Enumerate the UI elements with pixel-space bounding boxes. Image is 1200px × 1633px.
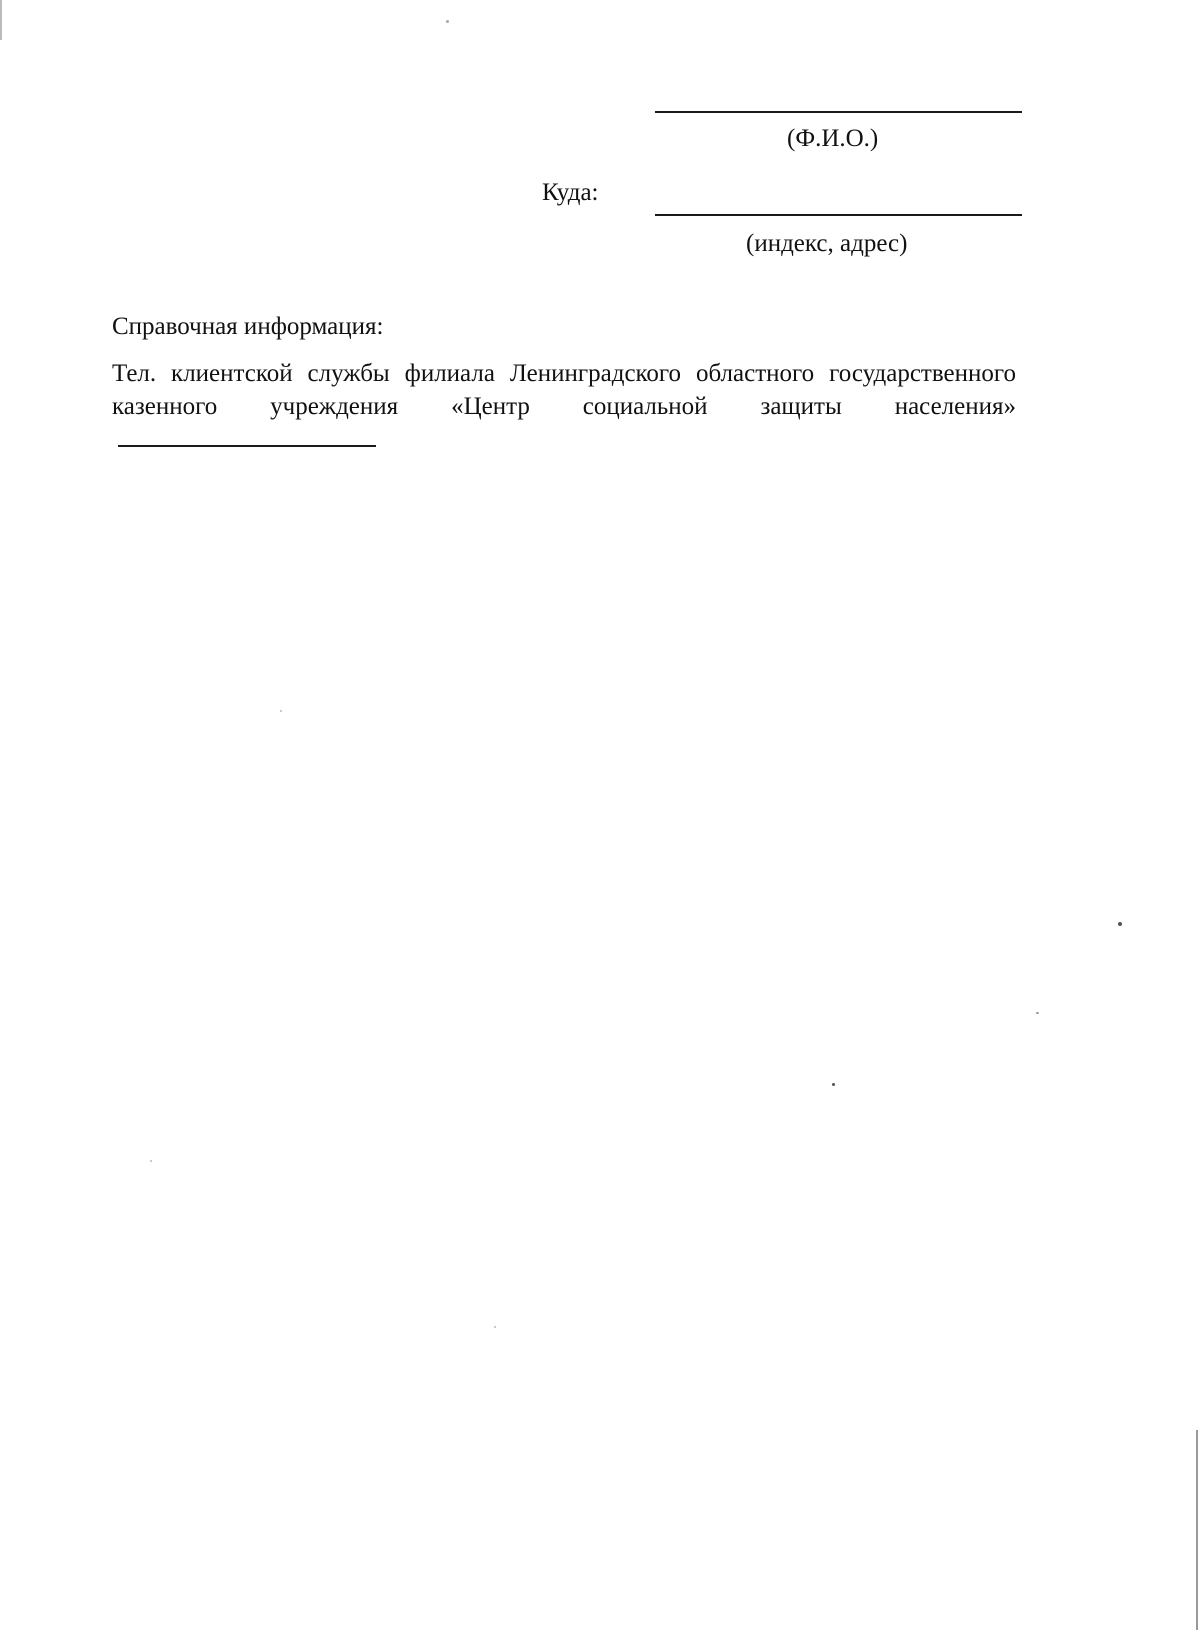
scan-speck [280,710,282,712]
where-label: Куда: [542,179,599,206]
phone-blank-line [118,423,376,447]
phone-text: Тел. клиентской службы филиала Ленинградского областного государственного казенного учреждения «Центр социальной защиты населения» [112,360,1016,420]
name-blank-line [655,111,1022,113]
name-caption: (Ф.И.О.) [787,125,879,152]
scan-speck [1118,922,1122,926]
scan-speck [494,1326,496,1328]
scan-edge [0,0,2,40]
scan-speck [446,20,449,23]
scan-speck [150,1160,152,1162]
reference-heading: Справочная информация: [112,313,384,340]
scan-speck [1036,1012,1039,1014]
reference-paragraph [112,357,1016,456]
scan-edge [1196,1430,1198,1630]
address-caption: (индекс, адрес) [746,230,908,257]
scan-speck [832,1083,835,1086]
address-blank-line [655,214,1022,216]
